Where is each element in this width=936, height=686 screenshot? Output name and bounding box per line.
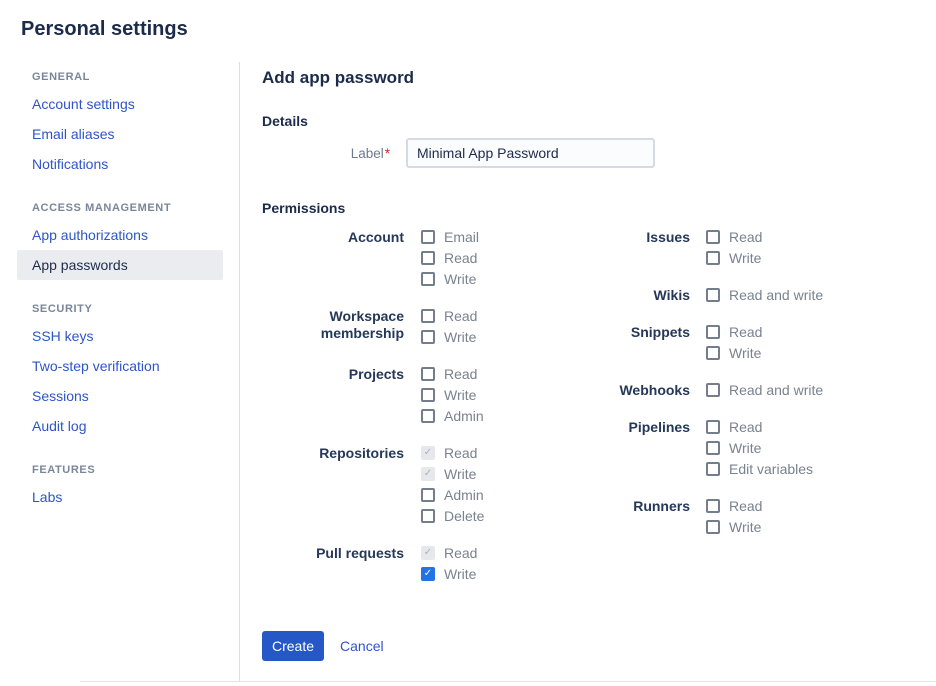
sidebar-item-ssh-keys[interactable]: SSH keys [32,328,94,344]
checkbox-account-read[interactable] [421,251,435,265]
checkbox-label: Admin [444,408,484,424]
perm-column-1 [262,229,562,603]
perm-group-workspace-membership [262,308,562,351]
sidebar-section-title: GENERAL [32,71,90,83]
checkbox-row-pipelines-write[interactable] [706,441,813,455]
checkbox-label: Read [729,498,763,514]
perm-group-label: Pull requests [316,545,404,561]
checkbox-row-workspace-membership-write[interactable] [421,330,477,344]
checkbox-projects-admin[interactable] [421,409,435,423]
checkbox-row-account-write[interactable] [421,272,479,286]
perm-group-checkboxes [421,229,479,293]
perm-group-issues [562,229,936,272]
checkbox-pipelines-write[interactable] [706,441,720,455]
perm-group-account [262,229,562,293]
checkbox-label: Admin [444,487,484,503]
checkbox-issues-read[interactable] [706,230,720,244]
checkbox-label: Read [444,250,478,266]
form-actions [262,631,936,661]
checkbox-row-issues-write[interactable] [706,251,762,265]
checkbox-label: Edit variables [729,461,814,477]
details-heading: Details [262,113,308,129]
sidebar-section-general [17,62,239,179]
label-field-label-text: Label [350,145,384,161]
checkbox-issues-write[interactable] [706,251,720,265]
perm-group-label: Snippets [630,324,690,340]
sidebar-section-title: FEATURES [32,464,96,476]
checkbox-pipelines-edit-variables[interactable] [706,462,720,476]
checkbox-row-workspace-membership-read[interactable] [421,309,477,323]
required-asterisk: * [384,145,390,161]
checkbox-row-projects-read[interactable] [421,367,484,381]
perm-group-checkboxes [421,308,477,351]
checkbox-pull-requests-write[interactable]: ✓ [421,567,435,581]
checkbox-label: Read [444,366,478,382]
checkbox-row-snippets-read[interactable] [706,325,762,339]
perm-column-2 [562,229,936,603]
perm-group-label: Account [348,229,404,245]
sidebar [0,62,240,681]
permissions-heading: Permissions [262,200,346,216]
checkbox-repositories-read: ✓ [421,446,435,460]
checkbox-projects-write[interactable] [421,388,435,402]
sidebar-item-labs[interactable]: Labs [32,489,63,505]
perm-group-checkboxes [706,382,823,404]
checkbox-label: Read [444,445,478,461]
sidebar-section-title: ACCESS MANAGEMENT [32,202,172,214]
checkbox-webhooks-read-and-write[interactable] [706,383,720,397]
content-row [0,62,936,681]
checkbox-label: Read [729,419,763,435]
perm-group-webhooks [562,382,936,404]
checkbox-label: Write [444,387,477,403]
perm-group-snippets [562,324,936,367]
checkbox-snippets-read[interactable] [706,325,720,339]
checkbox-row-account-email[interactable] [421,230,479,244]
checkbox-account-email[interactable] [421,230,435,244]
perm-group-pull-requests [262,545,562,588]
bottom-divider [80,681,936,682]
checkbox-label: Delete [444,508,485,524]
checkbox-row-pull-requests-write[interactable] [421,567,477,581]
checkbox-label: Write [729,345,762,361]
checkbox-row-pipelines-edit-variables[interactable] [706,462,813,476]
checkbox-label: Read [729,229,763,245]
perm-group-label: Runners [633,498,690,514]
checkbox-label: Write [444,566,477,582]
checkbox-repositories-delete[interactable] [421,509,435,523]
checkbox-label: Read [444,308,478,324]
label-input[interactable] [406,138,655,168]
perm-group-projects [262,366,562,430]
checkbox-label: Read and write [729,382,824,398]
sidebar-section-features [17,441,239,512]
checkbox-row-repositories-delete[interactable] [421,509,484,523]
perm-group-label: Issues [646,229,690,245]
sidebar-item-email-aliases[interactable]: Email aliases [32,126,115,142]
main-panel [240,62,936,681]
label-field-row [262,138,936,168]
checkbox-row-account-read[interactable] [421,251,479,265]
checkbox-label: Write [444,271,477,287]
perm-group-label: Webhooks [619,382,690,398]
checkbox-row-pull-requests-read [421,546,477,560]
perm-group-label: Repositories [319,445,404,461]
checkbox-row-issues-read[interactable] [706,230,762,244]
sidebar-item-audit-log[interactable]: Audit log [32,418,87,434]
sidebar-section-security [17,280,239,441]
sidebar-item-app-authorizations[interactable]: App authorizations [32,227,148,243]
checkbox-row-projects-write[interactable] [421,388,484,402]
checkbox-pull-requests-read: ✓ [421,546,435,560]
perm-group-checkboxes [706,498,762,541]
perm-group-checkboxes [706,229,762,272]
checkbox-label: Write [729,250,762,266]
perm-group-checkboxes [421,445,484,530]
checkbox-workspace-membership-read[interactable] [421,309,435,323]
checkbox-row-projects-admin[interactable] [421,409,484,423]
sidebar-item-sessions[interactable]: Sessions [32,388,89,404]
cancel-link[interactable]: Cancel [340,638,384,654]
label-field-label [262,146,390,161]
checkbox-label: Email [444,229,480,245]
page-title: Personal settings [21,18,188,40]
perm-group-label: Wikis [653,287,690,303]
sidebar-item-app-passwords[interactable]: App passwords [17,250,223,280]
main-title: Add app password [262,68,415,87]
perm-group-pipelines [562,419,936,483]
checkbox-row-webhooks-read-and-write[interactable] [706,383,823,397]
checkbox-label: Write [444,329,477,345]
sidebar-item-two-step-verification[interactable]: Two-step verification [32,358,160,374]
perm-group-wikis [562,287,936,309]
perm-group-checkboxes [421,366,484,430]
checkbox-account-write[interactable] [421,272,435,286]
perm-group-label: Workspace membership [320,308,404,341]
checkbox-row-snippets-write[interactable] [706,346,762,360]
sidebar-item-account-settings[interactable]: Account settings [32,96,135,112]
sidebar-section-title: SECURITY [32,303,93,315]
checkbox-label: Read and write [729,287,824,303]
checkbox-snippets-write[interactable] [706,346,720,360]
permissions-columns [262,229,936,603]
checkbox-label: Read [444,545,478,561]
checkbox-projects-read[interactable] [421,367,435,381]
checkbox-row-runners-read[interactable] [706,499,762,513]
checkbox-label: Write [729,440,762,456]
perm-group-label: Pipelines [628,419,690,435]
perm-group-repositories [262,445,562,530]
checkbox-runners-write[interactable] [706,520,720,534]
checkbox-row-runners-write[interactable] [706,520,762,534]
perm-group-label: Projects [348,366,404,382]
checkbox-label: Write [729,519,762,535]
checkbox-runners-read[interactable] [706,499,720,513]
checkbox-label: Read [729,324,763,340]
perm-group-runners [562,498,936,541]
perm-group-checkboxes [421,545,477,588]
sidebar-section-access-management [17,179,239,280]
perm-group-checkboxes [706,324,762,367]
checkbox-row-repositories-read [421,446,484,460]
checkbox-wikis-read-and-write[interactable] [706,288,720,302]
checkbox-pipelines-read[interactable] [706,420,720,434]
checkbox-workspace-membership-write[interactable] [421,330,435,344]
checkbox-repositories-write: ✓ [421,467,435,481]
checkbox-row-pipelines-read[interactable] [706,420,813,434]
perm-group-checkboxes [706,287,823,309]
perm-group-checkboxes [706,419,813,483]
checkbox-label: Write [444,466,477,482]
sidebar-item-notifications[interactable]: Notifications [32,156,109,172]
checkbox-row-repositories-write [421,467,484,481]
create-button[interactable]: Create [262,631,324,661]
checkbox-repositories-admin[interactable] [421,488,435,502]
checkbox-row-wikis-read-and-write[interactable] [706,288,823,302]
checkbox-row-repositories-admin[interactable] [421,488,484,502]
